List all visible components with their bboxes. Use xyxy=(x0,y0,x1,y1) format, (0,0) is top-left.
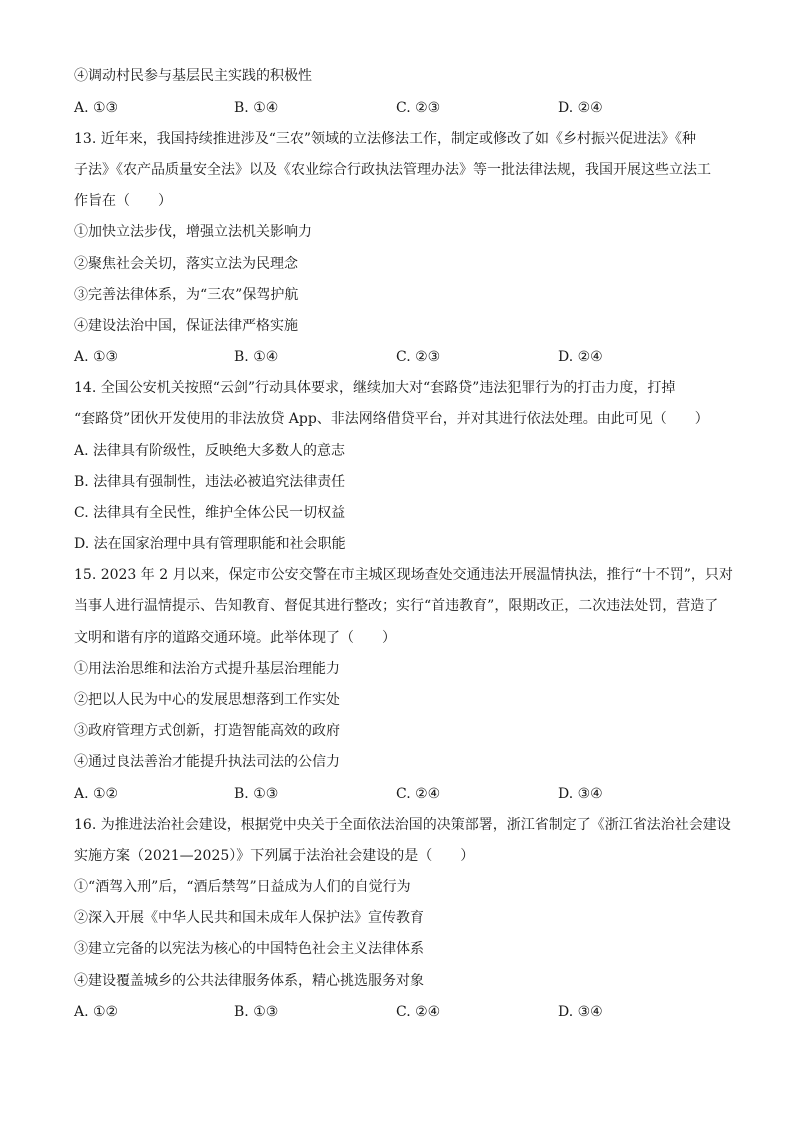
q14-stem-line-1: 14. 全国公安机关按照“云剑”行动具体要求，继续加大对“套路贷”违法犯罪行为的打击力度，打掉 xyxy=(74,380,676,396)
q14-stem-line-2: “套路贷”团伙开发使用的非法放贷 App、非法网络借贷平台，并对其进行依法处理。由此可见（ ） xyxy=(74,411,709,427)
q15-statement-4: ④通过良法善治才能提升执法司法的公信力 xyxy=(74,754,340,770)
q14-option-b[interactable]: B. 法律具有强制性，违法必被追究法律责任 xyxy=(74,474,346,490)
q15-option-d[interactable]: D. ③④ xyxy=(558,786,603,802)
q14-option-c[interactable]: C. 法律具有全民性，维护全体公民一切权益 xyxy=(74,505,346,521)
q15-stem-line-3: 文明和谐有序的道路交通环境。此举体现了（ ） xyxy=(74,630,396,646)
q16-option-d[interactable]: D. ③④ xyxy=(558,1004,603,1020)
q16-option-c[interactable]: C. ②④ xyxy=(396,1004,441,1020)
q15-option-a[interactable]: A. ①② xyxy=(74,786,119,802)
q16-option-b[interactable]: B. ①③ xyxy=(234,1004,279,1020)
q12-option-c[interactable]: C. ②③ xyxy=(396,100,441,116)
q13-option-c[interactable]: C. ②③ xyxy=(396,349,441,365)
q16-stem-line-2: 实施方案（2021—2025）》下列属于法治社会建设的是（ ） xyxy=(74,848,475,864)
q15-stem-line-1: 15. 2023 年 2 月以来，保定市公安交警在市主城区现场查处交通违法开展温情执法，推行“十不罚”，只对 xyxy=(74,567,733,583)
q12-option-b[interactable]: B. ①④ xyxy=(234,100,279,116)
q16-option-a[interactable]: A. ①② xyxy=(74,1004,119,1020)
q14-option-d[interactable]: D. 法在国家治理中具有管理职能和社会职能 xyxy=(74,536,346,552)
q13-option-d[interactable]: D. ②④ xyxy=(558,349,603,365)
q16-statement-4: ④建设覆盖城乡的公共法律服务体系，精心挑选服务对象 xyxy=(74,973,424,989)
q13-stem-line-1: 13. 近年来，我国持续推进涉及“三农”领域的立法修法工作，制定或修改了如《乡村振兴促进法》《种 xyxy=(74,131,697,147)
q16-statement-3: ③建立完备的以宪法为核心的中国特色社会主义法律体系 xyxy=(74,941,424,957)
q13-option-a[interactable]: A. ①③ xyxy=(74,349,119,365)
q15-option-b[interactable]: B. ①③ xyxy=(234,786,279,802)
q16-stem-line-1: 16. 为推进法治社会建设，根据党中央关于全面依法治国的决策部署，浙江省制定了《浙江省法治社会建设 xyxy=(74,817,731,833)
q16-options xyxy=(74,1003,634,1021)
q15-statement-2: ②把以人民为中心的发展思想落到工作实处 xyxy=(74,692,340,708)
q15-statement-3: ③政府管理方式创新，打造智能高效的政府 xyxy=(74,723,340,739)
q15-stem-line-2: 当事人进行温情提示、告知教育、督促其进行整改；实行“首违教育”，限期改正，二次违法处罚，营造了 xyxy=(74,598,719,614)
q13-statement-4: ④建设法治中国，保证法律严格实施 xyxy=(74,318,298,334)
q15-options xyxy=(74,785,634,803)
q12-option-d[interactable]: D. ②④ xyxy=(558,100,603,116)
q14-option-a[interactable]: A. 法律具有阶级性，反映绝大多数人的意志 xyxy=(74,443,346,459)
q13-option-b[interactable]: B. ①④ xyxy=(234,349,279,365)
q12-options xyxy=(74,99,634,117)
q15-option-c[interactable]: C. ②④ xyxy=(396,786,441,802)
q13-statement-1: ①加快立法步伐，增强立法机关影响力 xyxy=(74,224,312,240)
q12-option-a[interactable]: A. ①③ xyxy=(74,100,119,116)
q16-statement-2: ②深入开展《中华人民共和国未成年人保护法》宣传教育 xyxy=(74,910,424,926)
q13-statement-3: ③完善法律体系，为“三农”保驾护航 xyxy=(74,287,299,303)
q16-statement-1: ①“酒驾入刑”后，“酒后禁驾”日益成为人们的自觉行为 xyxy=(74,879,411,895)
q13-statement-2: ②聚焦社会关切，落实立法为民理念 xyxy=(74,256,298,272)
q13-options xyxy=(74,348,634,366)
q15-statement-1: ①用法治思维和法治方式提升基层治理能力 xyxy=(74,661,340,677)
q13-stem-line-3: 作旨在（ ） xyxy=(74,193,172,209)
q13-stem-line-2: 子法》《农产品质量安全法》以及《农业综合行政执法管理办法》等一批法律法规，我国开展这些立法工 xyxy=(74,162,711,178)
q12-statement-4: ④调动村民参与基层民主实践的积极性 xyxy=(74,68,312,84)
